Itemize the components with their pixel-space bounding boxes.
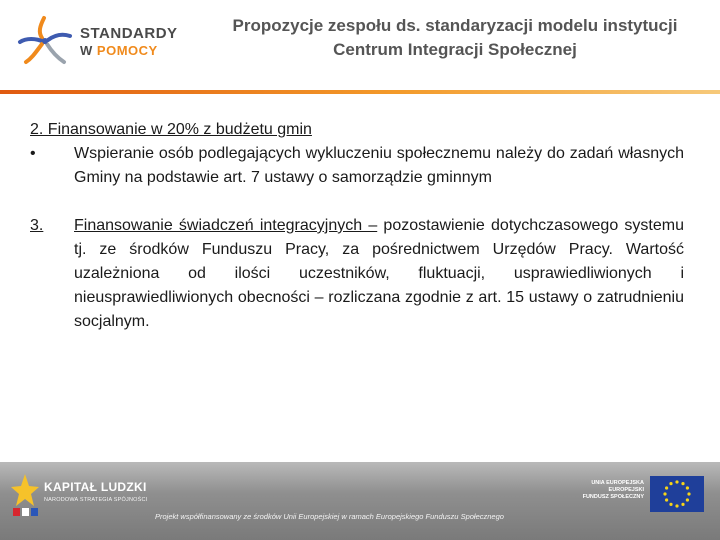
eu-flag-icon — [650, 476, 704, 512]
item-3-underlined-lead: Finansowanie świadczeń integracyjnych – — [74, 217, 378, 234]
bullet-item — [30, 142, 684, 190]
logo-line2-prefix: W — [80, 43, 93, 58]
item-3 — [30, 214, 684, 334]
kapital-ludzki-star-icon — [10, 470, 40, 518]
bullet-text: Wspieranie osób podlegających wykluczeniu społecznemu należy do zadań własnych Gminy na podstawie art. 7 ustawy o samorządzie gminnym — [74, 145, 684, 186]
cofinancing-note: Projekt współfinansowany ze środków Unii Europejskiej w ramach Europejskiego Funduszu Społecznego — [155, 512, 504, 521]
logo-line1: STANDARDY — [80, 25, 178, 42]
slide-title-line2: Centrum Integracji Społecznej — [333, 40, 577, 59]
item-3-body — [74, 214, 684, 334]
kapital-ludzki-title: KAPITAŁ LUDZKI — [44, 480, 147, 494]
eu-caption-line3: FUNDUSZ SPOŁECZNY — [582, 494, 644, 500]
star-figure-icon — [14, 12, 76, 68]
kapital-ludzki-subtitle: NARODOWA STRATEGIA SPÓJNOŚCI — [44, 497, 148, 503]
standardy-w-pomocy-logo — [14, 12, 184, 68]
section-2-heading: 2. Finansowanie w 20% z budżetu gmin — [30, 121, 312, 138]
logo-line2-accent: POMOCY — [96, 43, 158, 58]
item-3-text: pozostawienie dotychczasowego systemu tj. ze środków Funduszu Pracy, za pośrednictwem Urzędów Pracy. Wartość uzależniona od ilości uczestników, fluktuacji, usprawiedliwionych i nieusprawiedliwionych obecności – rozliczana zgodnie z art. 15 ustawy o zatrudnieniu socjalnym. — [74, 217, 684, 330]
item-3-marker: 3. — [30, 217, 44, 234]
logo-line2 — [80, 43, 158, 58]
eu-caption-line2: EUROPEJSKI — [608, 487, 644, 493]
slide-header — [0, 0, 720, 92]
slide-body — [30, 118, 684, 334]
slide-footer — [0, 462, 720, 540]
eu-logo — [572, 476, 712, 520]
slide-title-line1: Propozycje zespołu ds. standaryzacji modelu instytucji — [232, 16, 678, 35]
eu-caption — [572, 480, 644, 501]
slide-title — [190, 14, 720, 62]
bullet-marker: • — [30, 145, 36, 162]
header-divider — [0, 90, 720, 94]
eu-caption-line1: UNIA EUROPEJSKA — [591, 480, 644, 486]
